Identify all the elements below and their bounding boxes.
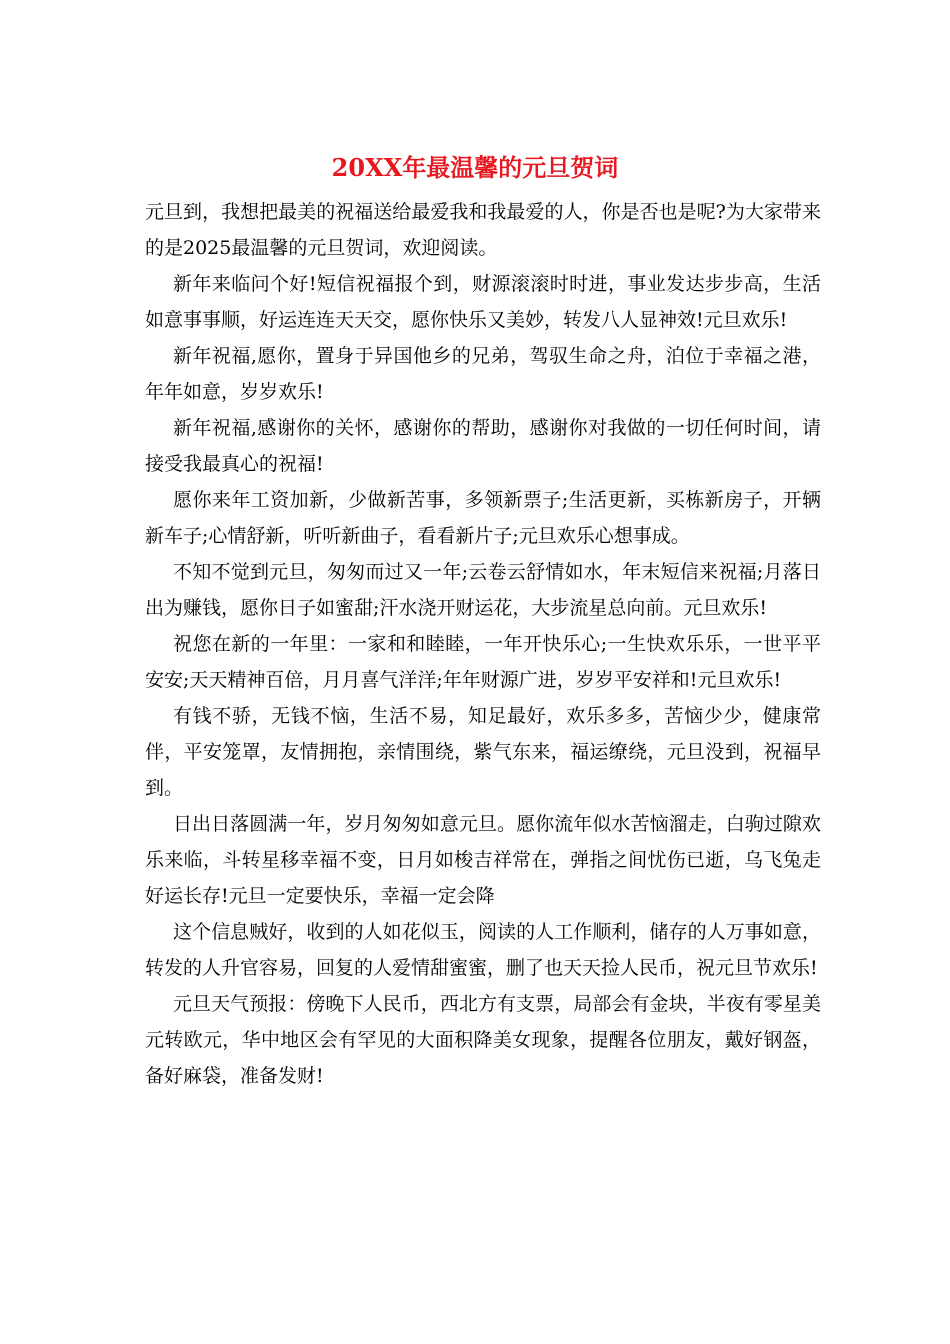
paragraph: 元旦天气预报：傍晚下人民币，西北方有支票，局部会有金块，半夜有零星美元转欧元，华中地区会有罕见的大面积降美女现象，提醒各位朋友，戴好钢盔，备好麻袋，准备发财! [145, 993, 821, 1087]
paragraph: 愿你来年工资加新，少做新苦事，多领新票子;生活更新，买栋新房子，开辆新车子;心情舒新，听听新曲子，看看新片子;元旦欢乐心想事成。 [145, 489, 821, 547]
paragraph: 新年祝福,愿你，置身于异国他乡的兄弟，驾驭生命之舟，泊位于幸福之港，年年如意，岁岁欢乐! [145, 345, 821, 403]
paragraph: 有钱不骄，无钱不恼，生活不易，知足最好，欢乐多多，苦恼少少，健康常伴，平安笼罩，友情拥抱，亲情围绕，紫气东来，福运缭绕，元旦没到，祝福早到。 [145, 705, 821, 799]
paragraph: 不知不觉到元旦，匆匆而过又一年;云卷云舒情如水，年末短信来祝福;月落日出为赚钱，愿你日子如蜜甜;汗水浇开财运花，大步流星总向前。元旦欢乐! [145, 561, 821, 619]
paragraph: 新年祝福,感谢你的关怀，感谢你的帮助，感谢你对我做的一切任何时间，请接受我最真心的祝福! [145, 417, 821, 475]
paragraph-intro: 元旦到，我想把最美的祝福送给最爱我和我最爱的人，你是否也是呢?为大家带来的是2025最温馨的元旦贺词，欢迎阅读。 [145, 201, 821, 259]
paragraph: 新年来临问个好!短信祝福报个到，财源滚滚时时进，事业发达步步高，生活如意事事顺，好运连连天天交，愿你快乐又美妙，转发八人显神效!元旦欢乐! [145, 273, 821, 331]
paragraph: 日出日落圆满一年，岁月匆匆如意元旦。愿你流年似水苦恼溜走，白驹过隙欢乐来临，斗转星移幸福不变，日月如梭吉祥常在，弹指之间忧伤已逝，乌飞兔走好运长存!元旦一定要快乐，幸福一定会降 [145, 813, 821, 907]
document-title: 20XX年最温馨的元旦贺词 [331, 153, 619, 182]
paragraph: 这个信息贼好，收到的人如花似玉，阅读的人工作顺利，储存的人万事如意，转发的人升官容易，回复的人爱情甜蜜蜜，删了也天天捡人民币，祝元旦节欢乐! [145, 921, 821, 979]
document-body [145, 194, 821, 1094]
paragraph: 祝您在新的一年里：一家和和睦睦，一年开快乐心;一生快欢乐乐，一世平平安安;天天精神百倍，月月喜气洋洋;年年财源广进，岁岁平安祥和!元旦欢乐! [145, 633, 821, 691]
